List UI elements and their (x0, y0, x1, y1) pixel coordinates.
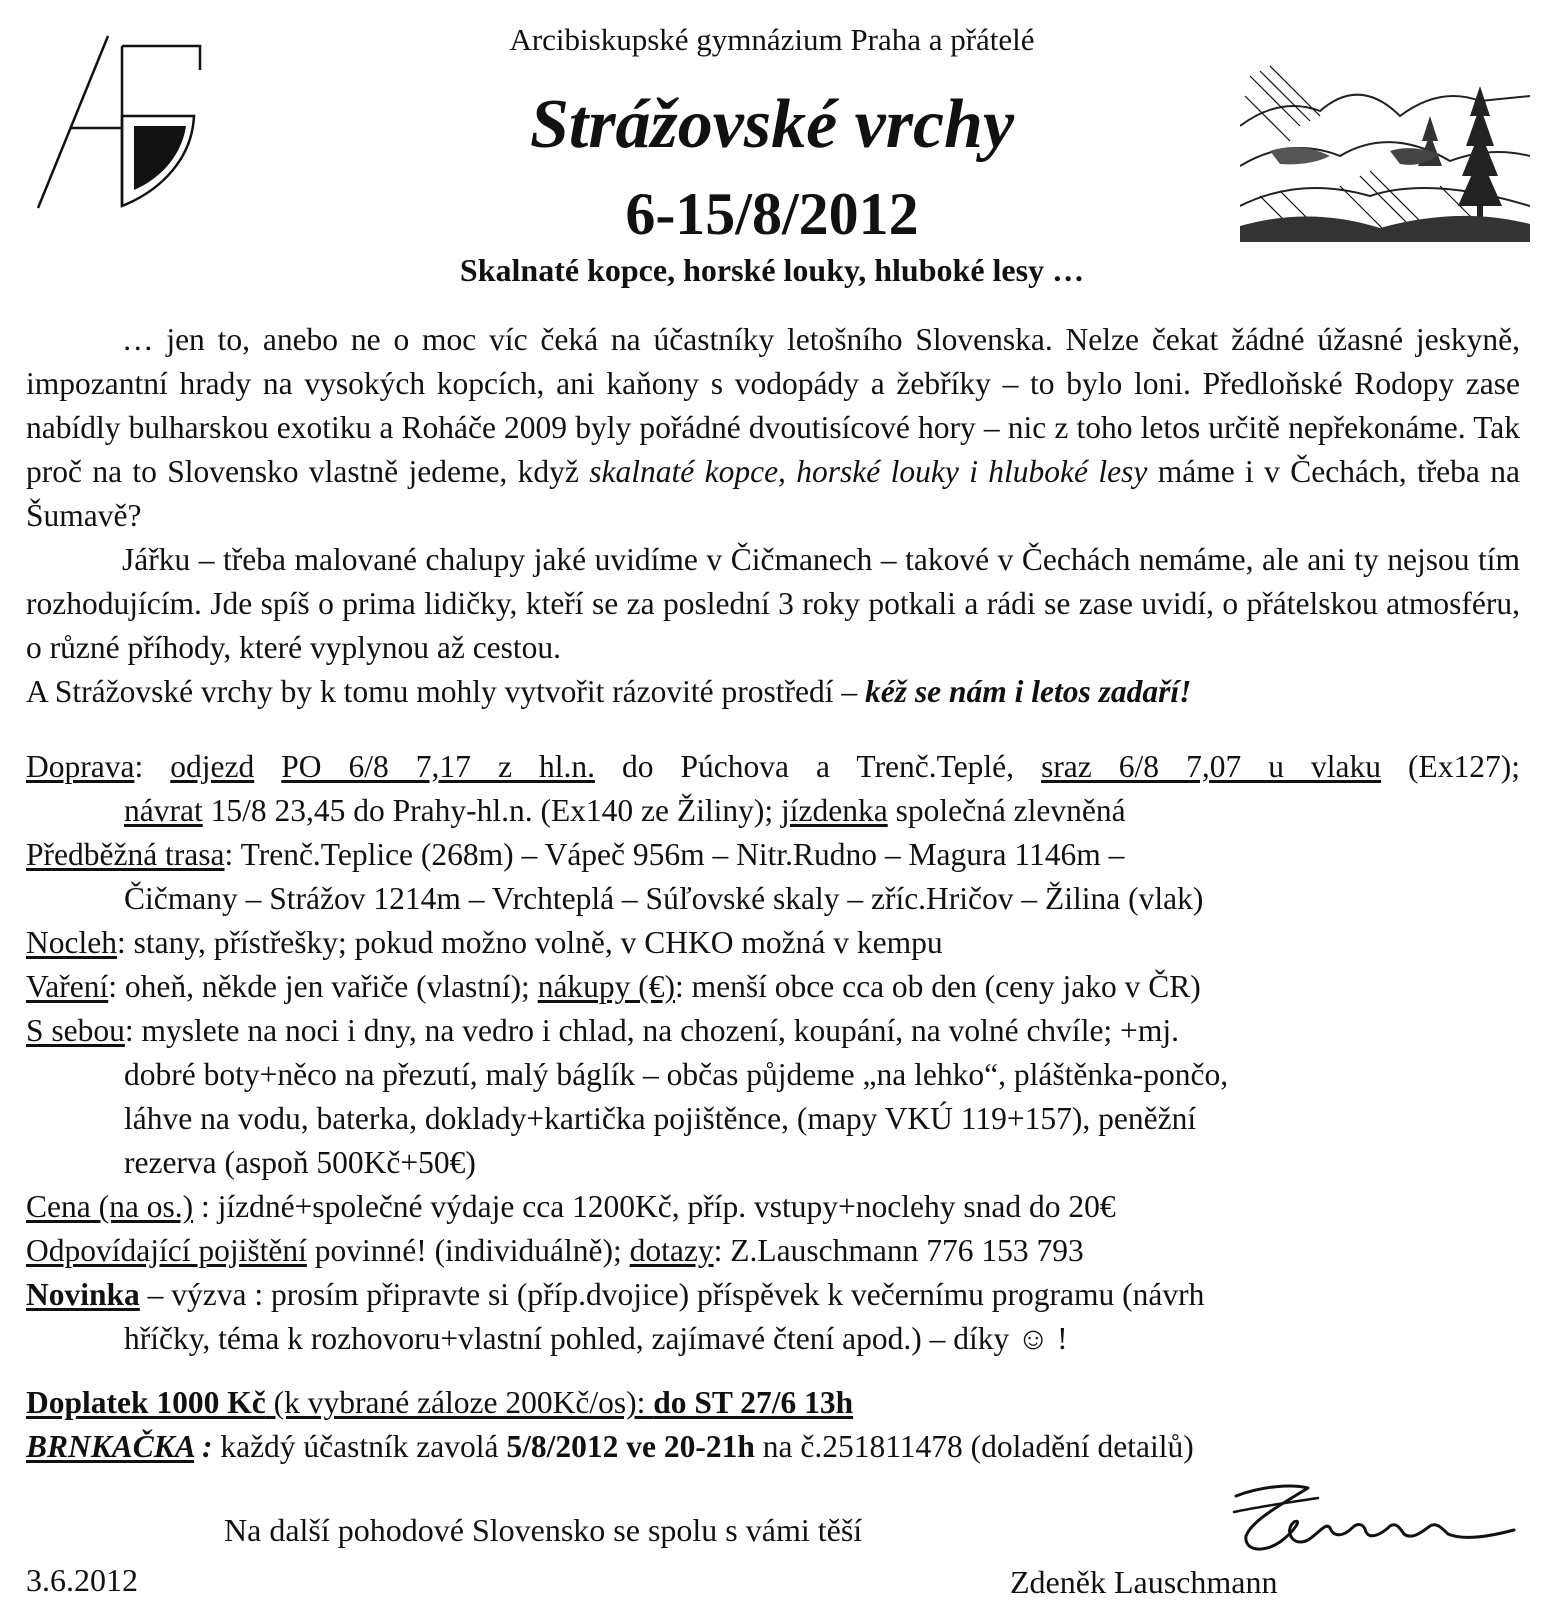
novinka-label: Novinka (26, 1277, 140, 1312)
trasa-label: Předběžná trasa (26, 837, 225, 872)
intro-paragraph-3: A Strážovské vrchy by k tomu mohly vytvořit rázovité prostředí – kéž se nám i letos zadaří! (26, 674, 1192, 709)
sebou-line-2: dobré boty+něco na přezutí, malý báglík – občas půjdeme „na lehko“, pláštěnka-pončo, (124, 1057, 1229, 1092)
document-date: 3.6.2012 (26, 1562, 138, 1598)
doprava-label: Doprava (26, 749, 135, 784)
closing-line: Na další pohodové Slovensko se spolu s vámi těší (224, 1512, 863, 1548)
doprava-line-1: Doprava: odjezd PO 6/8 7,17 z hl.n. do Púchova a Trenč.Teplé, sraz 6/8 7,07 u vlaku (Ex127); (26, 749, 1520, 784)
handwritten-signature (1222, 1478, 1522, 1570)
author-name: Zdeněk Lauschmann (1010, 1564, 1278, 1600)
vareni-label: Vaření (26, 969, 109, 1004)
sebou-line-1: S sebou: myslete na noci i dny, na vedro i chlad, na chození, koupání, na volné chvíle; +mj. (26, 1013, 1179, 1048)
page-title: Strážovské vrchy (529, 86, 1015, 163)
cena-label: Cena (na os.) (26, 1189, 194, 1224)
trip-info (26, 745, 1520, 1469)
doplatek-line (26, 1381, 1520, 1425)
intro-paragraph-1: … jen to, anebo ne o moc víc čeká na účastníky letošního Slovenska. Nelze čekat žádné úžasné jeskyně, impozantní hrady na vysokých kopcích, ani kaňony s vodopády a žebříky – to bylo loni. Předloňské Rodopy zase nabídly bulharskou exotiku a Roháče 2009 byly pořádné dvoutisícové hory – nic z toho letos určitě nepřekonáme. Tak proč na to Slovensko vlastně jedeme, když skalnaté kopce, horské louky i hluboké lesy máme i v Čechách, třeba na Šumavě? (26, 322, 1520, 533)
sebou-label: S sebou (26, 1013, 125, 1048)
novinka-line-2: hříčky, téma k rozhovoru+vlastní pohled, zajímavé čtení apod.) – díky ☺ ! (124, 1321, 1068, 1356)
section-spacer (26, 1361, 1520, 1381)
subtitle: Skalnaté kopce, horské louky, hluboké lesy … (459, 252, 1085, 288)
sebou-line-3: láhve na vodu, baterka, doklady+kartička pojištěnce, (mapy VKÚ 119+157), peněžní (124, 1101, 1197, 1136)
cena-line: Cena (na os.) : jízdné+společné výdaje cca 1200Kč, příp. vstupy+noclehy snad do 20€ (26, 1189, 1116, 1224)
pojisteni-label: Odpovídající pojištění (26, 1233, 307, 1268)
novinka-line-1: Novinka – výzva : prosím připravte si (příp.dvojice) příspěvek k večernímu programu (návrh (26, 1277, 1205, 1312)
doprava-line-2: návrat 15/8 23,45 do Prahy-hl.n. (Ex140 ze Žiliny); jízdenka společná zlevněná (124, 793, 1126, 828)
vareni-line: Vaření: oheň, někde jen vařiče (vlastní); nákupy (€): menší obce cca ob den (ceny jako v ČR) (26, 969, 1201, 1004)
sebou-line-4: rezerva (aspoň 500Kč+50€) (124, 1145, 476, 1180)
brnkacka-label: BRNKAČKA (26, 1429, 195, 1464)
event-dates: 6-15/8/2012 (625, 181, 919, 247)
nocleh-line: Nocleh: stany, přístřešky; pokud možno volně, v CHKO možná v kempu (26, 925, 943, 960)
pojisteni-line: Odpovídající pojištění povinné! (individuálně); dotazy: Z.Lauschmann 776 153 793 (26, 1233, 1084, 1268)
trasa-line-2: Čičmany – Strážov 1214m – Vrchteplá – Súľovské skaly – zříc.Hričov – Žilina (vlak) (124, 881, 1204, 916)
nocleh-label: Nocleh (26, 925, 117, 960)
doplatek-amount: Doplatek 1000 Kč (k vybrané záloze 200Kč/os): do ST 27/6 13h (26, 1385, 854, 1420)
brnkacka-line: BRNKAČKA : každý účastník zavolá 5/8/2012 ve 20-21h na č.251811478 (doladění detailů) (26, 1429, 1194, 1464)
intro-paragraph-2: Jářku – třeba malované chalupy jaké uvidíme v Čičmanech – takové v Čechách nemáme, ale ani ty nejsou tím rozhodujícím. Jde spíš o prima lidičky, kteří se za poslední 3 roky potkali a rádi se zase uvidí, o přátelskou atmosféru, o různé příhody, které vyplynou až cestou. (26, 542, 1520, 665)
intro-text (26, 318, 1520, 714)
trasa-line-1: Předběžná trasa: Trenč.Teplice (268m) – Vápeč 956m – Nitr.Rudno – Magura 1146m – (26, 837, 1125, 872)
organization-name: Arcibiskupské gymnázium Praha a přátelé (509, 22, 1035, 57)
